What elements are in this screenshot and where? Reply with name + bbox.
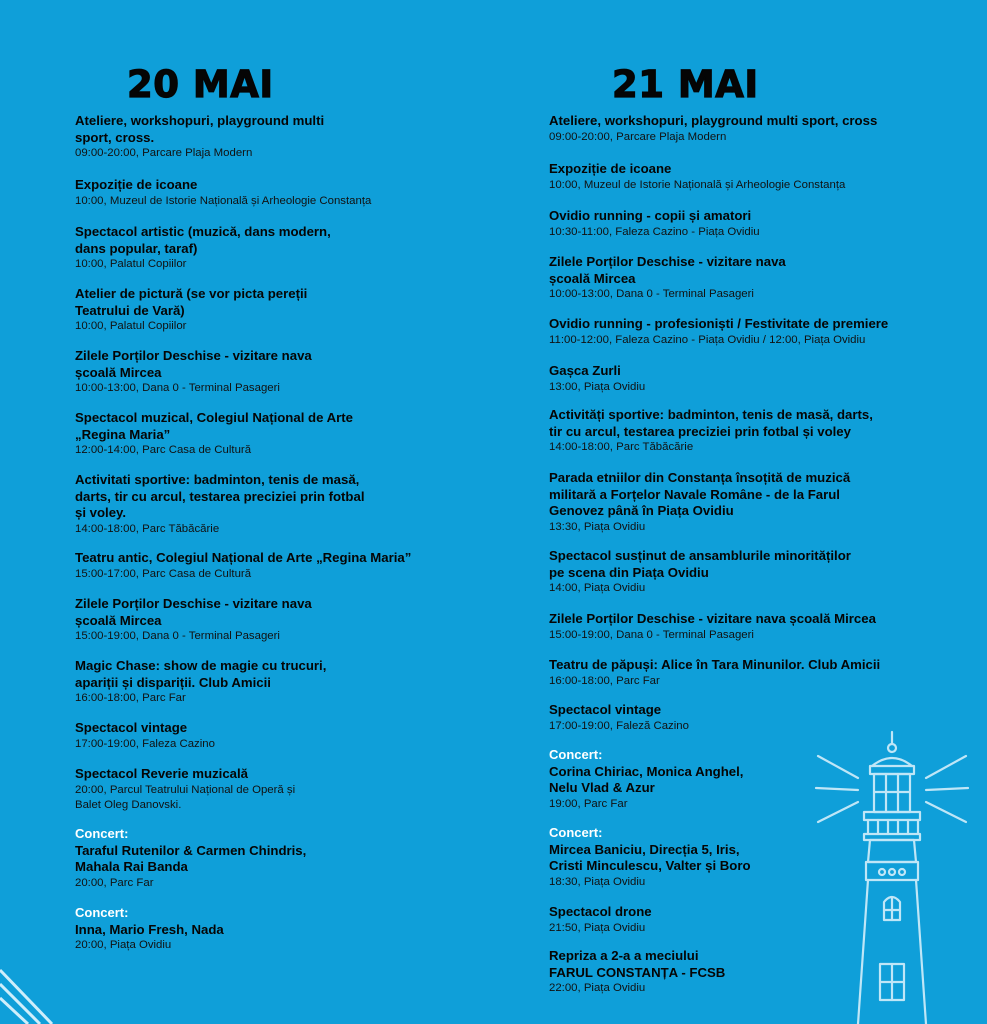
event-title: Spectacol vintage [75,720,188,735]
event-details: 22:00, Piața Ovidiu [549,982,646,994]
event-details: 14:00, Piața Ovidiu [549,582,646,594]
event-title: Ateliere, workshopuri, playground multi sport, cross [549,113,878,128]
event-title: Spectacol vintage [549,702,662,717]
event-item [75,720,475,752]
event-title: Spectacol drone [549,904,652,919]
event-title: Zilele Porților Deschise - vizitare nava școală Mircea [75,348,312,380]
event-details: 20:00, Parc Far [75,876,154,889]
event-title: Parada etniilor din Constanța însoțită de muzică militară a Forțelor Navale Române - de la Farul Genovez până în Piața Ovidiu [549,470,851,518]
event-item [75,348,475,396]
event-item [549,407,969,455]
event-details: 16:00-18:00, Parc Far [75,692,186,704]
event-item [75,286,475,334]
event-item [75,550,475,582]
event-item [549,113,969,145]
event-item [75,596,475,644]
event-title: Teatru de păpuși: Alice în Tara Minunilor. Club Amicii [549,657,881,672]
lighthouse-icon [812,726,972,1024]
event-title: Ovidio running - copii și amatori [549,208,752,223]
event-details: 10:00, Palatul Copiilor [75,320,187,332]
event-tag: Concert: [549,747,603,762]
event-item [75,113,475,161]
event-title: Activități sportive: badminton, tenis de masă, darts, tir cu arcul, testarea preciziei prin fotbal și voley [549,407,873,439]
event-title: Atelier de pictură (se vor picta pereții Teatrului de Vară) [75,286,308,318]
event-title: Expoziție de icoane [549,161,672,176]
event-item [549,208,969,240]
event-item [75,658,475,706]
event-details: 15:00-17:00, Parc Casa de Cultură [75,567,252,580]
event-item [75,905,475,953]
event-title: Ovidio running - profesioniști / Festivitate de premiere [549,316,889,331]
event-title: Zilele Porților Deschise - vizitare nava școală Mircea [549,611,876,626]
event-details: 11:00-12:00, Faleza Cazino - Piața Ovidiu / 12:00, Piața Ovidiu [549,333,866,346]
event-details: 10:00, Muzeul de Istorie Națională și Arheologie Constanța [549,178,846,191]
event-details: 15:00-19:00, Dana 0 - Terminal Pasageri [549,628,754,641]
event-title: Inna, Mario Fresh, Nada [75,921,224,937]
day-title-20-mai: 20 MAI [127,63,274,106]
event-item [75,177,475,209]
event-item [75,826,475,891]
event-title: Spectacol susținut de ansamblurile minorităților pe scena din Piața Ovidiu [549,548,851,580]
event-title: Ateliere, workshopuri, playground multi sport, cross. [75,113,325,145]
event-tag: Concert: [75,905,129,920]
event-item [75,766,475,813]
event-title: Spectacol artistic (muzică, dans modern, dans popular, taraf) [75,224,331,256]
event-item [75,224,475,272]
event-title: Corina Chiriac, Monica Anghel, Nelu Vlad & Azur [549,763,744,795]
event-item [549,548,969,596]
event-details: 14:00-18:00, Parc Tăbăcărie [75,522,220,535]
event-title: Spectacol Reverie muzicală [75,766,248,781]
event-details: 13:00, Piața Ovidiu [549,380,646,393]
event-item [549,161,969,193]
event-details: 14:00-18:00, Parc Tăbăcărie [549,441,694,453]
event-details: 15:00-19:00, Dana 0 - Terminal Pasageri [75,630,280,642]
event-details: 10:00, Muzeul de Istorie Națională și Arheologie Constanța [75,194,372,207]
event-title: Magic Chase: show de magie cu trucuri, apariții și dispariții. Club Amicii [75,658,327,690]
event-details: 13:30, Piața Ovidiu [549,520,646,533]
event-details: 12:00-14:00, Parc Casa de Cultură [75,444,252,456]
event-title: Zilele Porților Deschise - vizitare nava școală Mircea [549,254,786,286]
event-details: 20:00, Parcul Teatrului Național de Operă și Balet Oleg Danovski. [75,783,296,811]
event-title: Zilele Porților Deschise - vizitare nava școală Mircea [75,596,312,628]
event-details: 17:00-19:00, Faleza Cazino [75,737,215,750]
stripes-icon [0,950,80,1024]
event-item [549,657,969,689]
event-details: 09:00-20:00, Parcare Plaja Modern [75,147,253,159]
event-item [549,611,969,643]
event-title: Taraful Rutenilor & Carmen Chindris, Mahala Rai Banda [75,842,307,874]
event-title: Teatru antic, Colegiul Național de Arte „Regina Maria” [75,550,412,565]
event-title: Mircea Baniciu, Direcția 5, Iris, Cristi Minculescu, Valter și Boro [549,841,751,873]
event-item [549,470,969,535]
event-title: Activitati sportive: badminton, tenis de masă, darts, tir cu arcul, testarea preciziei prin fotbal și voley. [75,472,365,520]
event-details: 19:00, Parc Far [549,797,628,810]
event-details: 10:00-13:00, Dana 0 - Terminal Pasageri [549,288,754,300]
event-item [549,254,969,302]
event-details: 17:00-19:00, Faleză Cazino [549,719,689,732]
event-item [549,363,969,395]
event-details: 10:00, Palatul Copiilor [75,258,187,270]
event-title: Gașca Zurli [549,363,621,378]
event-item [549,316,969,348]
event-item [75,410,475,458]
event-details: 10:00-13:00, Dana 0 - Terminal Pasageri [75,382,280,394]
event-details: 16:00-18:00, Parc Far [549,674,660,687]
day-title-21-mai: 21 MAI [612,63,759,106]
event-title: Repriza a 2-a a meciului FARUL CONSTANȚA - FCSB [549,948,726,980]
event-details: 09:00-20:00, Parcare Plaja Modern [549,130,727,143]
event-details: 20:00, Piața Ovidiu [75,939,172,951]
event-details: 10:30-11:00, Faleza Cazino - Piața Ovidiu [549,225,760,238]
event-item [75,472,475,537]
event-title: Spectacol muzical, Colegiul Național de Arte „Regina Maria” [75,410,353,442]
event-title: Expoziție de icoane [75,177,198,192]
event-details: 18:30, Piața Ovidiu [549,875,646,888]
event-tag: Concert: [75,826,129,841]
event-details: 21:50, Piața Ovidiu [549,921,646,934]
event-tag: Concert: [549,825,603,840]
